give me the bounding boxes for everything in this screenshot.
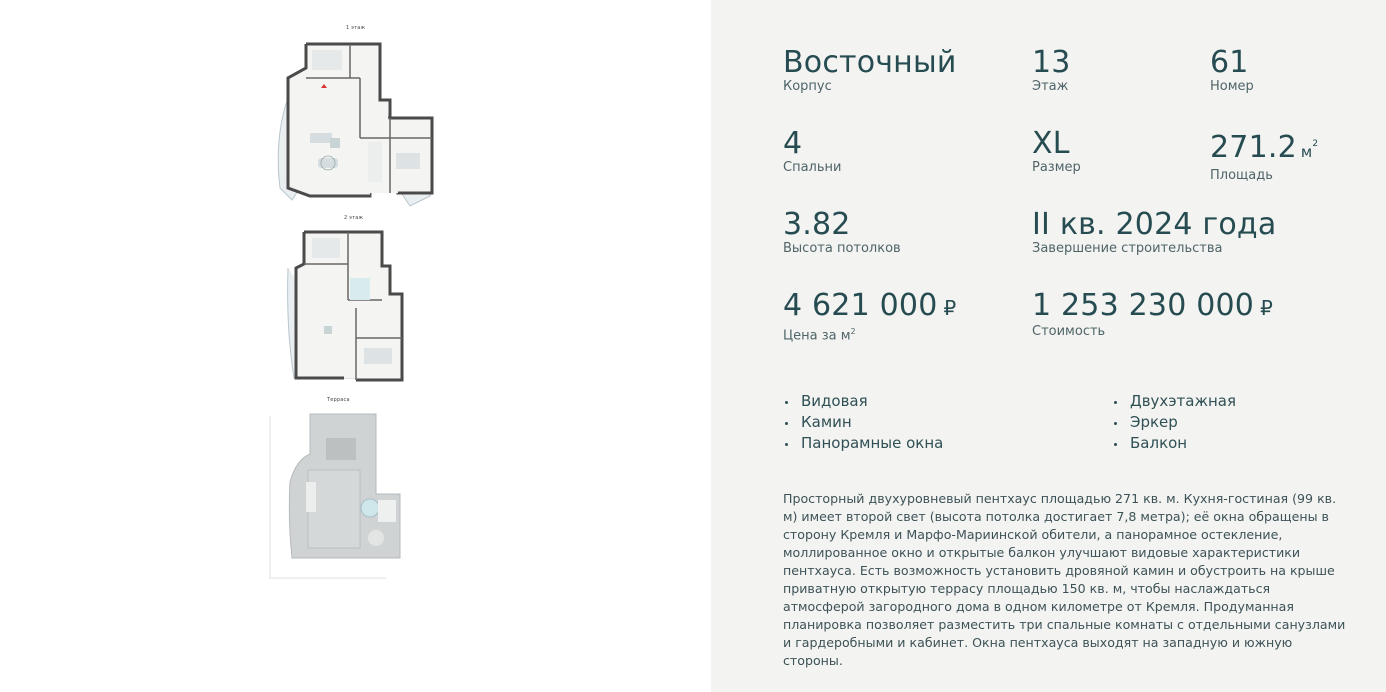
floor-value: 13	[1032, 45, 1071, 80]
price-per-m-stat	[783, 289, 956, 344]
ceiling-stat	[783, 208, 901, 257]
number-value: 61	[1210, 45, 1249, 80]
price-per-m-label: Цена за м	[783, 328, 851, 344]
features-right	[1112, 391, 1236, 454]
ruble-icon: ₽	[943, 296, 957, 320]
bedrooms-value: 4	[783, 126, 803, 161]
building-stat	[783, 46, 957, 95]
size-value: XL	[1032, 126, 1070, 161]
feature-item: Видовая	[783, 391, 943, 412]
feature-item: Камин	[783, 412, 943, 433]
floor1-plan[interactable]	[270, 38, 442, 210]
completion-label: Завершение строительства	[1032, 241, 1223, 256]
bedrooms-label: Спальни	[783, 160, 842, 175]
feature-item: Эркер	[1112, 412, 1236, 433]
area-unit: м	[1300, 143, 1313, 161]
price-per-m-value: 4 621 000	[783, 288, 938, 323]
number-label: Номер	[1210, 79, 1254, 94]
terrace-caption: Терраса	[327, 397, 350, 403]
building-value: Восточный	[783, 45, 957, 80]
area-value: 271.2	[1210, 130, 1297, 165]
total-price-row	[1032, 289, 1273, 325]
size-stat	[1032, 127, 1081, 176]
size-label: Размер	[1032, 160, 1081, 175]
floor2-caption: 2 этаж	[344, 215, 364, 221]
building-label: Корпус	[783, 79, 832, 94]
floor1-caption: 1 этаж	[346, 25, 366, 31]
description-text: Просторный двухуровневый пентхаус площадью 271 кв. м. Кухня-гостиная (99 кв. м) имеет второй свет (высота потолка достигает 7,8 метра); её окна обращены в сторону Кремля и Марфо-Мариинской обители, а панорамное остекление, моллированное окно и открытые балкон улучшают видовые характеристики пентхауса. Есть возможность установить дровяной камин и обустроить на крыше приватную открытую террасу площадью 150 кв. м, чтобы наслаждаться атмосферой загородного дома в одном километре от Кремля. Продуманная планировка позволяет разместить три спальные комнаты с отдельными санузлами и гардеробными и кабинет. Окна пентхауса выходят на западную и южную стороны.	[783, 491, 1346, 668]
number-stat	[1210, 46, 1254, 95]
area-value-row	[1210, 127, 1318, 169]
total-price-label: Стоимость	[1032, 324, 1106, 339]
area-label: Площадь	[1210, 168, 1273, 183]
price-per-m-label-row	[783, 324, 956, 344]
price-per-m-label-sup: 2	[850, 327, 856, 336]
price-per-m-row	[783, 289, 956, 325]
ceiling-value: 3.82	[783, 207, 851, 242]
total-price-value: 1 253 230 000	[1032, 288, 1255, 323]
completion-stat	[1032, 208, 1276, 257]
ruble-icon: ₽	[1260, 296, 1274, 320]
terrace-plan[interactable]	[266, 410, 406, 582]
features-left	[783, 391, 943, 454]
floor2-plan[interactable]	[284, 228, 414, 388]
completion-value: II кв. 2024 года	[1032, 207, 1277, 242]
total-price-stat	[1032, 289, 1273, 340]
floor-stat	[1032, 46, 1071, 95]
bedrooms-stat	[783, 127, 841, 176]
feature-item: Двухэтажная	[1112, 391, 1236, 412]
feature-item: Балкон	[1112, 433, 1236, 454]
floor-label: Этаж	[1032, 79, 1069, 94]
ceiling-label: Высота потолков	[783, 241, 901, 256]
area-unit-sup: 2	[1312, 139, 1319, 149]
area-stat	[1210, 127, 1318, 184]
feature-item: Панорамные окна	[783, 433, 943, 454]
